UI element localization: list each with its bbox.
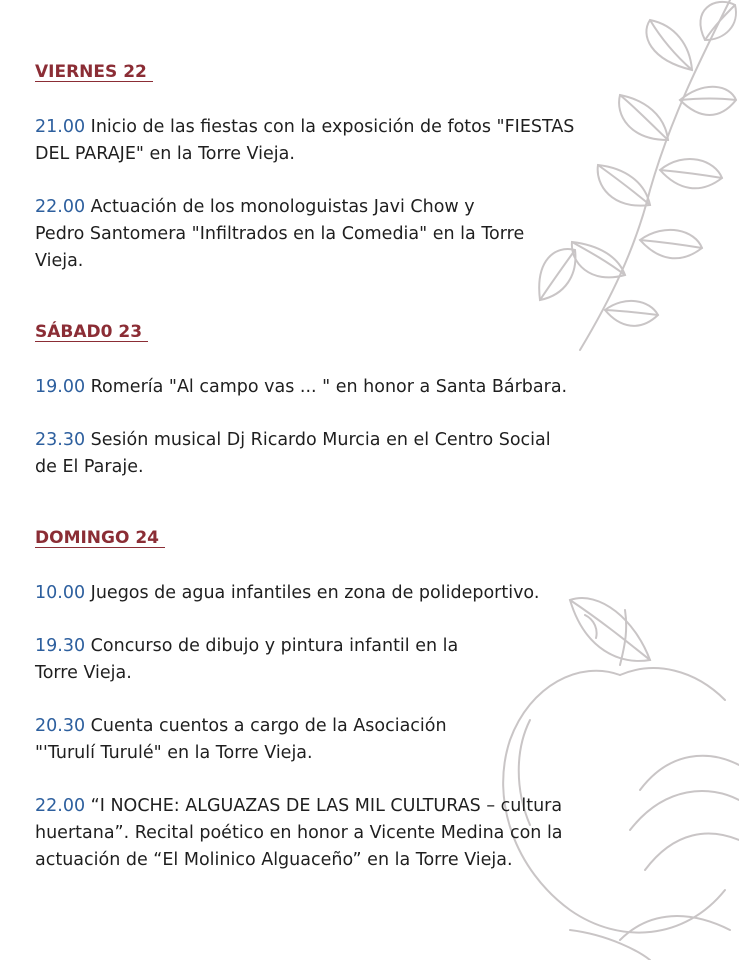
event-description-line: Cuenta cuentos a cargo de la Asociación bbox=[85, 716, 447, 736]
event-item bbox=[35, 713, 635, 767]
day-heading: DOMINGO 24 bbox=[35, 529, 165, 548]
event-time: 23.30 bbox=[35, 430, 86, 450]
event-item bbox=[35, 374, 635, 401]
event-description-line: Romería "Al campo vas ... " en honor a Santa Bárbara. bbox=[85, 377, 568, 397]
day-section bbox=[35, 301, 635, 481]
event-time: 20.30 bbox=[35, 716, 86, 736]
event-schedule bbox=[35, 62, 635, 900]
event-description-line: huertana”. Recital poético en honor a Vicente Medina con la bbox=[35, 823, 563, 843]
event-description-line: Sesión musical Dj Ricardo Murcia en el Centro Social bbox=[85, 430, 551, 450]
event-description-line: Actuación de los monologuistas Javi Chow y bbox=[85, 197, 475, 217]
event-time: 19.30 bbox=[35, 636, 86, 656]
day-section bbox=[35, 62, 635, 275]
day-section bbox=[35, 507, 635, 874]
event-item bbox=[35, 793, 635, 874]
event-item bbox=[35, 427, 635, 481]
event-time: 21.00 bbox=[35, 117, 86, 137]
event-description-line: Inicio de las fiestas con la exposición de fotos "FIESTAS bbox=[85, 117, 575, 137]
event-description-line: Vieja. bbox=[35, 251, 84, 271]
event-item bbox=[35, 114, 635, 168]
event-description-line: “I NOCHE: ALGUAZAS DE LAS MIL CULTURAS – cultura bbox=[85, 796, 563, 816]
event-item bbox=[35, 633, 635, 687]
day-heading: SÁBAD0 23 bbox=[35, 323, 148, 342]
event-item bbox=[35, 194, 635, 275]
event-description-line: Torre Vieja. bbox=[35, 663, 132, 683]
day-heading: VIERNES 22 bbox=[35, 63, 153, 82]
event-description-line: Concurso de dibujo y pintura infantil en la bbox=[85, 636, 459, 656]
event-description-line: DEL PARAJE" en la Torre Vieja. bbox=[35, 144, 295, 164]
event-description-line: Pedro Santomera "Infiltrados en la Comedia" en la Torre bbox=[35, 224, 525, 244]
event-description-line: "'Turulí Turulé" en la Torre Vieja. bbox=[35, 743, 313, 763]
event-description-line: de El Paraje. bbox=[35, 457, 144, 477]
event-description-line: Juegos de agua infantiles en zona de polideportivo. bbox=[85, 583, 540, 603]
event-item bbox=[35, 580, 635, 607]
event-time: 22.00 bbox=[35, 796, 86, 816]
event-description-line: actuación de “El Molinico Alguaceño” en la Torre Vieja. bbox=[35, 850, 513, 870]
event-time: 22.00 bbox=[35, 197, 86, 217]
event-time: 19.00 bbox=[35, 377, 86, 397]
event-time: 10.00 bbox=[35, 583, 86, 603]
